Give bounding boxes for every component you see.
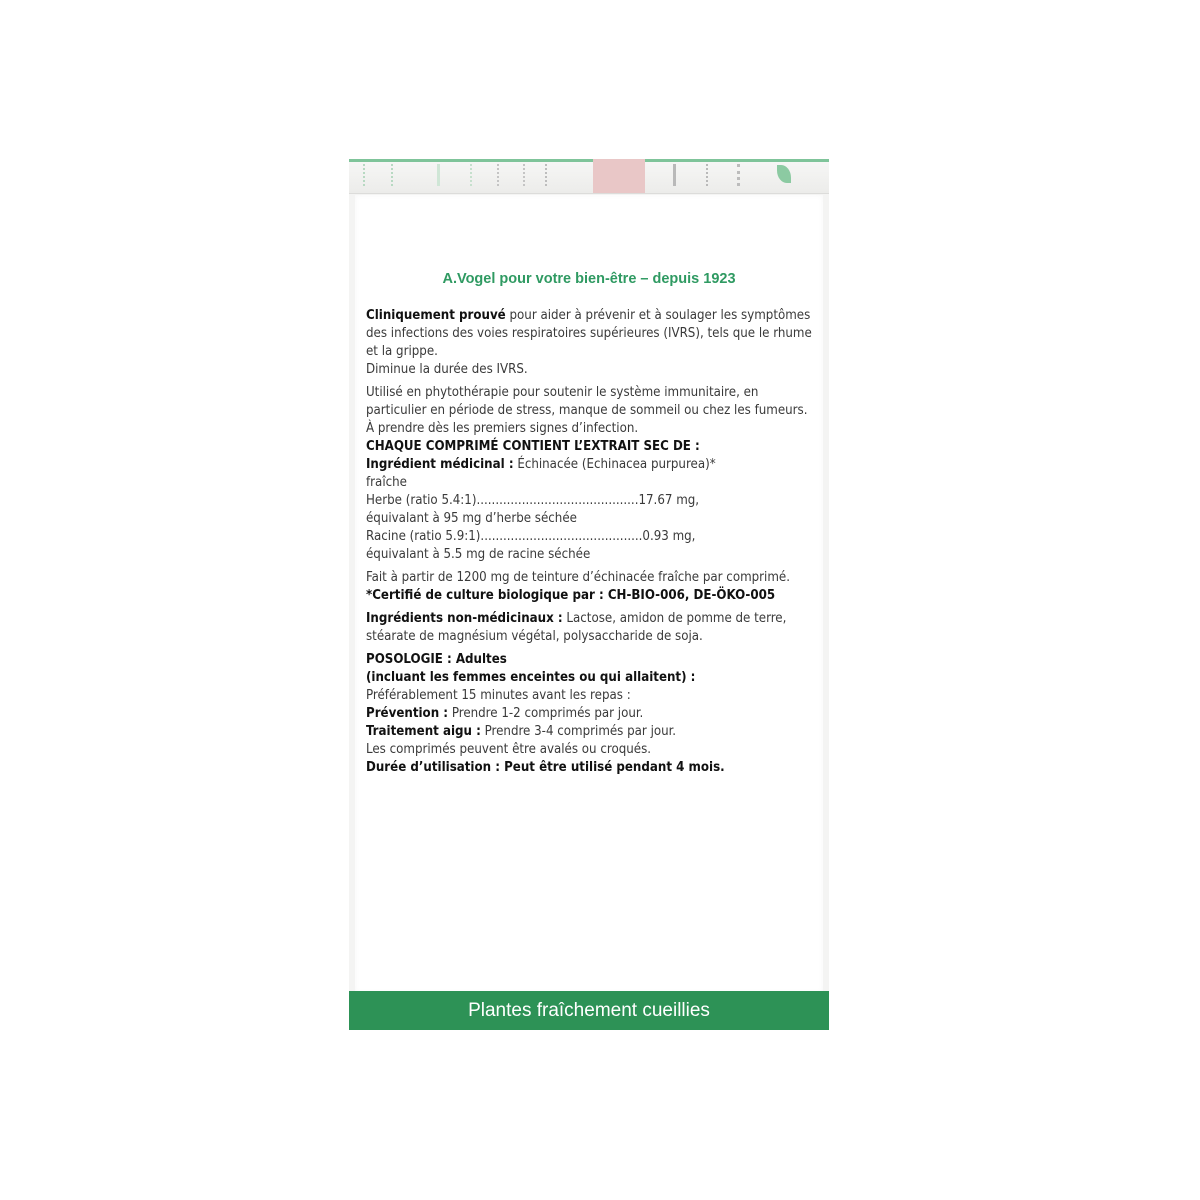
duration-line [366,759,816,777]
medicinal-line2: fraîche [366,475,407,490]
certified-line [366,587,816,605]
racine-label: Racine (ratio 5.9:1) [366,529,481,544]
herbe-line [366,492,816,510]
footer-banner: Plantes fraîchement cueillies [349,991,829,1030]
treatment-label: Traitement aigu : [366,724,481,739]
nonmedicinal-paragraph [366,610,816,646]
use-paragraph: Utilisé en phytothérapie pour soutenir le système immunitaire, en particulier en période de stress, manque de sommeil ou chez les fumeurs. [366,385,808,418]
racine-value: 0.93 mg, [642,529,696,544]
posologie-note: Les comprimés peuvent être avalés ou croqués. [366,742,652,757]
edge-text-mark [497,164,525,186]
treatment-line [366,723,816,741]
claim-text: pour aider à prévenir et à soulager les symptômes des infections des voies respiratoires supérieures (IVRS), tels que le rhume et la grippe. [366,308,812,359]
box-top-edge [349,159,829,194]
extract-heading [366,438,816,456]
posologie-title-text: POSOLOGIE : Adultes [366,652,507,667]
label-text [366,307,816,777]
edge-pink-band [593,159,645,193]
nonmed-text: Lactose, amidon de pomme de terre, stéarate de magnésium végétal, polysaccharide de soja. [366,611,787,644]
treatment-text: Prendre 3-4 comprimés par jour. [480,724,677,739]
herbe-equiv: équivalant à 95 mg d’herbe séchée [366,511,577,526]
posologie-subtitle [366,669,816,687]
duration-claim: Diminue la durée des IVRS. [366,362,528,377]
posologie-title [366,651,816,669]
duration-text: Durée d’utilisation : Peut être utilisé pendant 4 mois. [366,760,725,775]
medicinal-label: Ingrédient médicinal : [366,457,514,472]
racine-dots: ........................................... [480,529,643,544]
tincture-paragraph: Fait à partir de 1200 mg de teinture d’échinacée fraîche par comprimé. [366,570,790,585]
herbe-label: Herbe (ratio 5.4:1) [366,493,477,508]
posologie-subtitle-text: (incluant les femmes enceintes ou qui allaitent) : [366,670,696,685]
edge-text-mark [673,164,708,186]
medicinal-ingredient [366,456,816,474]
use-instruction: À prendre dès les premiers signes d’infection. [366,421,639,436]
extract-heading-text: CHAQUE COMPRIMÉ CONTIENT L’EXTRAIT SEC DE : [366,439,700,454]
prevention-line [366,705,816,723]
racine-equiv: équivalant à 5.5 mg de racine séchée [366,547,591,562]
claim-paragraph [366,307,816,361]
edge-text-mark [737,164,756,186]
edge-text-mark [363,164,393,186]
nonmed-label: Ingrédients non-médicinaux : [366,611,563,626]
racine-line [366,528,816,546]
claim-bold: Cliniquement prouvé [366,308,506,323]
medicinal-latin: Echinacea purpurea [586,457,706,472]
prevention-label: Prévention : [366,706,449,721]
leaf-icon [777,165,791,183]
prevention-text: Prendre 1-2 comprimés par jour. [448,706,644,721]
edge-text-mark [437,164,472,186]
top-green-line [349,159,829,162]
medicinal-text-end: )* [705,457,716,472]
herbe-value: 17.67 mg, [638,493,700,508]
medicinal-text: Échinacée ( [513,457,587,472]
herbe-dots: ........................................... [476,493,639,508]
brand-tagline: A.Vogel pour votre bien-être – depuis 1923 [442,271,736,287]
posologie-pref: Préférablement 15 minutes avant les repas : [366,688,631,703]
edge-text-mark [545,164,565,186]
certified-text: *Certifié de culture biologique par : CH-BIO-006, DE-ÖKO-005 [366,588,776,603]
